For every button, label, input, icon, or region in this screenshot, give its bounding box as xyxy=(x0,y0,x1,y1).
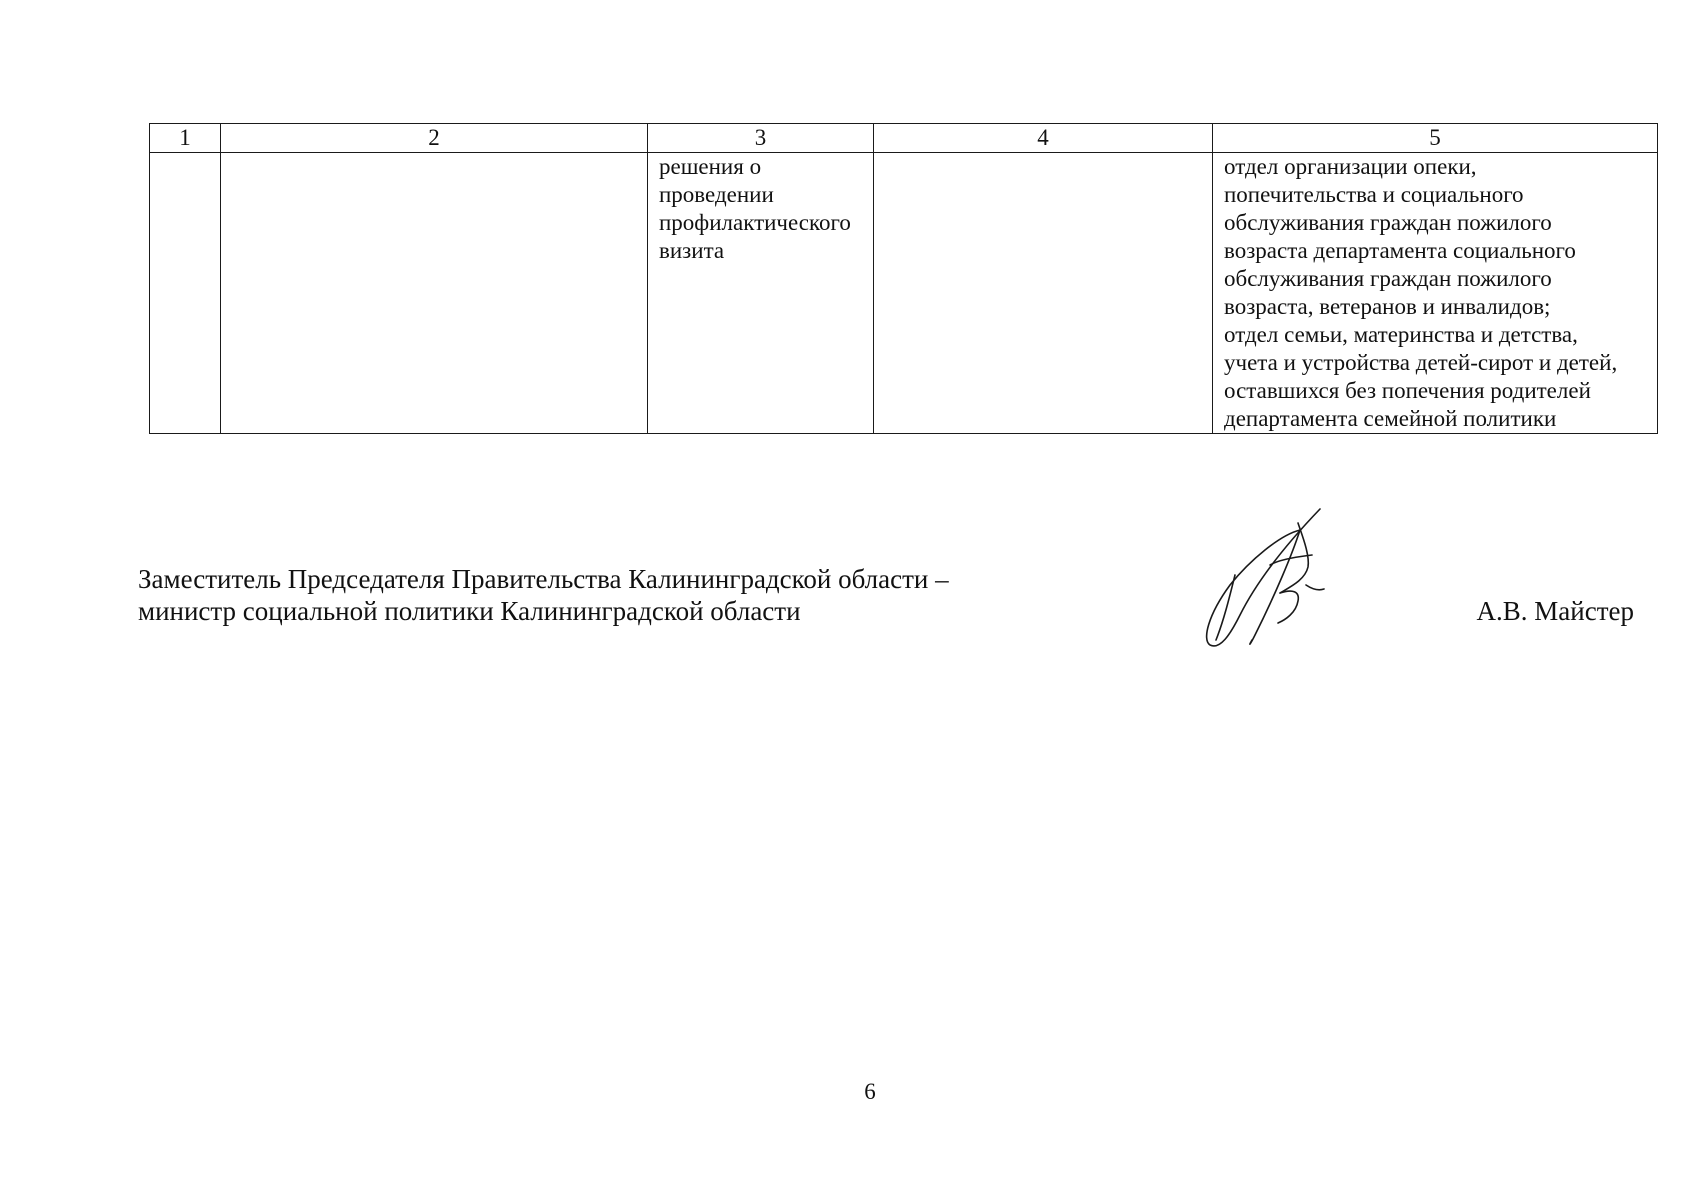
column-header-2: 2 xyxy=(221,124,648,153)
table-cell-col5 xyxy=(1213,153,1658,434)
table-cell-col4 xyxy=(874,153,1213,434)
signatory-name: А.В. Майстер xyxy=(1476,596,1634,626)
cell-col5-line: обслуживания граждан пожилого xyxy=(1224,210,1552,235)
table-cell-col2 xyxy=(221,153,648,434)
cell-col5-line: попечительства и социального xyxy=(1224,182,1524,207)
cell-col5-text xyxy=(1213,153,1657,433)
page-number: 6 xyxy=(864,1079,876,1104)
cell-col5-line: оставшихся без попечения родителей xyxy=(1224,378,1591,403)
table-header-row xyxy=(150,124,1658,153)
table-cell-col1 xyxy=(150,153,221,434)
document-table xyxy=(149,123,1658,434)
signatory-position-line-2: министр социальной политики Калининградской области xyxy=(138,596,801,626)
column-header-4: 4 xyxy=(874,124,1213,153)
column-header-1: 1 xyxy=(150,124,221,153)
table-row xyxy=(150,153,1658,434)
cell-col5-line: департамента семейной политики xyxy=(1224,406,1557,431)
handwritten-signature xyxy=(1200,505,1340,655)
table-cell-col3 xyxy=(648,153,874,434)
signatory-position-line-1: Заместитель Председателя Правительства Калининградской области – xyxy=(138,564,949,594)
cell-col5-line: отдел семьи, материнства и детства, xyxy=(1224,322,1578,347)
signatory-position xyxy=(138,563,949,627)
cell-col5-line: отдел организации опеки, xyxy=(1224,154,1477,179)
cell-col3-line: решения о xyxy=(659,154,762,179)
cell-col5-line: учета и устройства детей-сирот и детей, xyxy=(1224,350,1618,375)
cell-col5-line: возраста, ветеранов и инвалидов; xyxy=(1224,294,1551,319)
cell-col5-line: возраста департамента социального xyxy=(1224,238,1576,263)
cell-col3-text xyxy=(648,153,873,265)
cell-col3-line: визита xyxy=(659,238,725,263)
column-header-5: 5 xyxy=(1213,124,1658,153)
column-header-3: 3 xyxy=(648,124,874,153)
cell-col3-line: проведении xyxy=(659,182,774,207)
cell-col5-line: обслуживания граждан пожилого xyxy=(1224,266,1552,291)
cell-col3-line: профилактического xyxy=(659,210,851,235)
